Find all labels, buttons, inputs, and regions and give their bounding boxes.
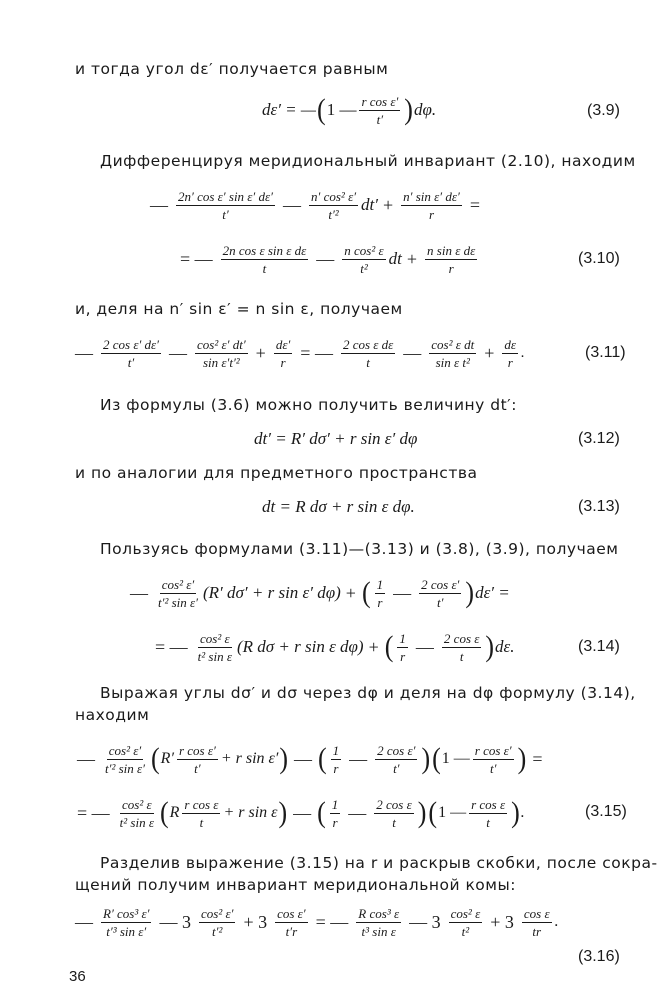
paragraph-8-line-2: щений получим инвариант меридиональной комы:: [75, 876, 516, 894]
paragraph-1: и тогда угол dε′ получается равным: [75, 60, 389, 78]
equation-number: (3.15): [585, 803, 627, 820]
equation-number: (3.16): [578, 948, 620, 965]
paragraph-3: и, деля на n′ sin ε′ = n sin ε, получаем: [75, 300, 403, 318]
equation-number: (3.11): [585, 344, 626, 361]
equation-3-14-line-1: — $\frac{\text{cos² ε′}}{\text{t′² sin ε′}}$ (R′ dσ′ + r sin ε′ dφ) + ( $\frac{1}{r}$ — $\frac{\text{2 cos ε′}}{t'}$ ) dε′ =: [130, 575, 510, 610]
paragraph-4: Из формулы (3.6) можно получить величину dt′:: [100, 396, 517, 414]
equation-3-12: dt′ = R′ dσ′ + r sin ε′ dφ: [254, 429, 418, 448]
equation-number: (3.13): [578, 498, 620, 515]
equation-number: (3.10): [578, 250, 620, 267]
equation-3-10-line-1: — $\frac{\text{2n′ cos ε′ sin ε′ dε′}}{t'}$ — $\frac{\text{n′ cos² ε′}}{\text{t′²}}$ dt′ + $\frac{\text{n′ sin ε′ dε′}}{r}$ =: [150, 188, 481, 222]
equation-3-9: dε′ = — ( 1 — $\frac{\text{r cos ε′}}{t'}$ ) dφ.: [262, 92, 437, 127]
equation-3-13: dt = R dσ + r sin ε dφ.: [262, 497, 415, 516]
equation-3-14-line-2: = — $\frac{\text{cos² ε}}{\text{t² sin ε}}$ (R dσ + r sin ε dφ) + ( $\frac{1}{r}$ — $\frac{\text{2 cos ε}}{t}$ ) dε.: [155, 629, 515, 664]
page-number: 36: [69, 968, 86, 985]
equation-3-16: — $\frac{\text{R′ cos³ ε′}}{\text{t′³ sin ε′}}$ — 3 $\frac{\text{cos² ε′}}{\text{t′²}}$ + 3 $\frac{\text{cos ε′}}{t'r}$ = — $\frac{\text{R cos³ ε}}{\text{t³ sin ε}}$ — 3 $\frac{\text{cos² ε}}{\text{t²}}$ + 3 $\frac{\text{cos ε}}{tr}$ .: [75, 905, 559, 939]
equation-number: (3.12): [578, 430, 620, 447]
paragraph-2: Дифференцируя меридиональный инвариант (2.10), находим: [100, 152, 636, 170]
paragraph-6: Пользуясь формулами (3.11)—(3.13) и (3.8), (3.9), получаем: [100, 540, 619, 558]
equation-3-11: — $\frac{\text{2 cos ε′ dε′}}{t'}$ — $\frac{\text{cos² ε′ dt′}}{\text{sin ε′t′²}}$ + $\frac{d\varepsilon'}{r}$ = — $\frac{\text{2 cos ε dε}}{t}$ — $\frac{\text{cos² ε dt}}{\text{sin ε t²}}$ + $\frac{d\varepsilon}{r}$ .: [75, 336, 525, 370]
equation-3-10-line-2: = — $\frac{\text{2n cos ε sin ε dε}}{t}$ — $\frac{\text{n cos² ε}}{\text{t²}}$ dt + $\frac{\text{n sin ε dε}}{r}$: [180, 242, 476, 276]
equation-number: (3.9): [587, 102, 620, 119]
equation-3-15-line-1: — $\frac{\text{cos² ε′}}{\text{t′² sin ε′}}$ ( R′ $\frac{\text{r cos ε′}}{t'}$ + r sin ε′ ) — ( $\frac{1}{r}$ — $\frac{\text{2 cos ε′}}{t'}$ ) ( 1 — $\frac{\text{r cos ε′}}{t'}$ ) =: [77, 741, 543, 776]
paragraph-7-line-1: Выражая углы dσ′ и dσ через dφ и деля на dφ формулу (3.14),: [100, 684, 636, 702]
paragraph-5: и по аналогии для предметного пространства: [75, 464, 478, 482]
equation-3-15-line-2: = — $\frac{\text{cos² ε}}{\text{t² sin ε}}$ ( R $\frac{\text{r cos ε}}{t}$ + r sin ε ) — ( $\frac{1}{r}$ — $\frac{\text{2 cos ε}}{t}$ ) ( 1 — $\frac{\text{r cos ε}}{t}$ ) .: [77, 795, 525, 830]
paragraph-8-line-1: Разделив выражение (3.15) на r и раскрыв скобки, после сокра-: [100, 854, 658, 872]
equation-number: (3.14): [578, 638, 620, 655]
paragraph-7-line-2: находим: [75, 706, 150, 724]
